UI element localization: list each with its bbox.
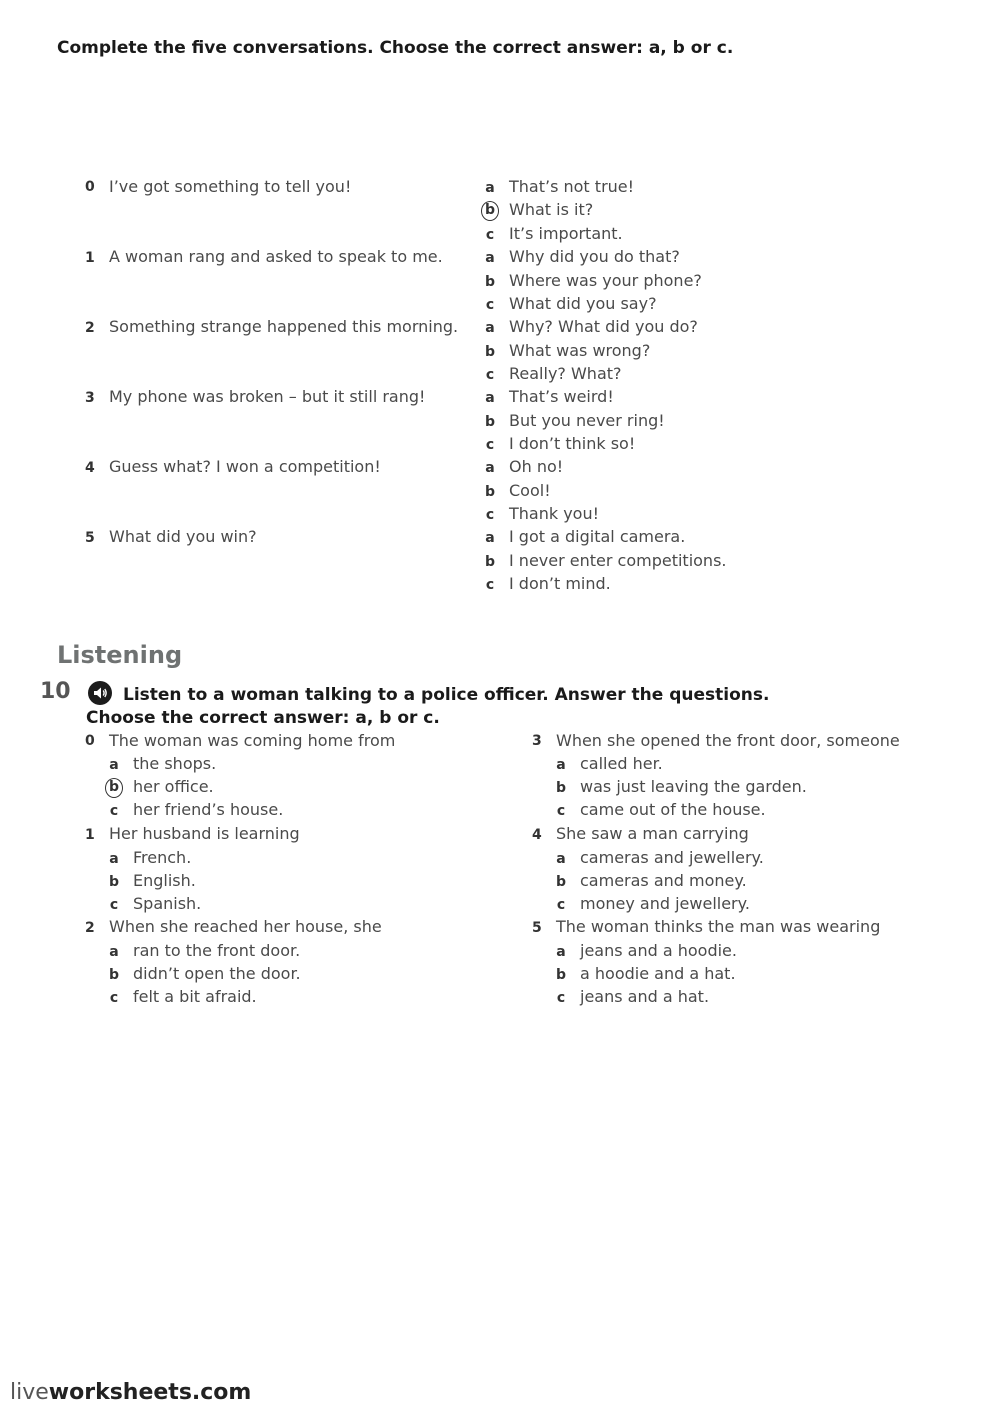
option-letter[interactable]: b (555, 967, 567, 983)
brand-prefix: live (10, 1380, 49, 1405)
option-letter[interactable]: c (109, 897, 119, 913)
option-text: I don’t mind. (509, 574, 611, 593)
option-letter[interactable]: c (556, 990, 566, 1006)
option-text: I got a digital camera. (509, 527, 686, 546)
item-prompt: Something strange happened this morning. (109, 317, 459, 336)
option-letter[interactable]: a (485, 530, 495, 546)
option-text: Where was your phone? (509, 271, 702, 290)
option-text: English. (133, 871, 196, 890)
brand-main: worksheets.com (48, 1380, 252, 1405)
option-letter[interactable]: c (485, 297, 495, 313)
option-letter[interactable]: b (555, 780, 567, 796)
question-stem: The woman was coming home from (109, 731, 396, 750)
selected-option-letter[interactable]: b (481, 201, 499, 221)
option-letter[interactable]: b (108, 874, 120, 890)
option-letter[interactable]: c (485, 437, 495, 453)
selected-option-letter[interactable]: b (105, 778, 123, 798)
option-letter[interactable]: a (556, 757, 566, 773)
question-stem: When she opened the front door, someone (556, 731, 900, 750)
option-letter[interactable]: b (484, 554, 496, 570)
listening-instruction-line1: Listen to a woman talking to a police officer. Answer the questions. (123, 685, 770, 705)
option-letter[interactable]: a (485, 250, 495, 266)
option-letter[interactable]: b (484, 274, 496, 290)
option-text: Really? What? (509, 364, 622, 383)
question-number: 4 (532, 827, 542, 843)
option-text: called her. (580, 754, 663, 773)
option-text: money and jewellery. (580, 894, 750, 913)
option-letter[interactable]: a (556, 851, 566, 867)
option-letter[interactable]: a (485, 180, 495, 196)
option-text: That’s not true! (509, 177, 635, 196)
option-text: cameras and money. (580, 871, 747, 890)
item-prompt: A woman rang and asked to speak to me. (109, 247, 443, 266)
listening-instruction-line2: Choose the correct answer: a, b or c. (86, 708, 440, 728)
brand-logo[interactable] (10, 1380, 251, 1405)
option-text: didn’t open the door. (133, 964, 301, 983)
option-letter[interactable]: a (556, 944, 566, 960)
option-letter[interactable]: b (484, 414, 496, 430)
item-prompt: My phone was broken – but it still rang! (109, 387, 426, 406)
part1-instruction: Complete the five conversations. Choose the correct answer: a, b or c. (57, 38, 734, 58)
option-letter[interactable]: a (485, 320, 495, 336)
speaker-icon[interactable] (88, 681, 112, 705)
option-letter[interactable]: a (109, 944, 119, 960)
option-text: Oh no! (509, 457, 564, 476)
option-text: Why did you do that? (509, 247, 680, 266)
option-letter[interactable]: b (484, 344, 496, 360)
option-text: jeans and a hat. (580, 987, 710, 1006)
item-number: 1 (85, 250, 95, 266)
option-text: a hoodie and a hat. (580, 964, 736, 983)
question-stem: Her husband is learning (109, 824, 300, 843)
option-letter[interactable]: a (109, 757, 119, 773)
item-prompt: Guess what? I won a competition! (109, 457, 381, 476)
section-heading: Listening (57, 641, 183, 669)
question-number: 0 (85, 733, 95, 749)
option-text: jeans and a hoodie. (580, 941, 737, 960)
option-letter[interactable]: c (485, 367, 495, 383)
item-number: 5 (85, 530, 95, 546)
option-letter[interactable]: c (109, 803, 119, 819)
option-text: What did you say? (509, 294, 657, 313)
option-text: What was wrong? (509, 341, 651, 360)
question-number: 3 (532, 733, 542, 749)
option-text: It’s important. (509, 224, 623, 243)
option-text: I don’t think so! (509, 434, 636, 453)
option-letter[interactable]: c (556, 803, 566, 819)
item-number: 4 (85, 460, 95, 476)
option-letter[interactable]: c (485, 507, 495, 523)
question-stem: She saw a man carrying (556, 824, 749, 843)
question-stem: The woman thinks the man was wearing (556, 917, 881, 936)
item-number: 0 (85, 179, 95, 195)
item-prompt: I’ve got something to tell you! (109, 177, 352, 196)
question-stem: When she reached her house, she (109, 917, 382, 936)
option-letter[interactable]: c (485, 577, 495, 593)
question-number: 1 (85, 827, 95, 843)
option-text: came out of the house. (580, 800, 766, 819)
option-letter[interactable]: a (109, 851, 119, 867)
item-number: 3 (85, 390, 95, 406)
option-text: Thank you! (509, 504, 600, 523)
option-text: That’s weird! (509, 387, 614, 406)
option-text: But you never ring! (509, 411, 665, 430)
option-letter[interactable]: b (108, 967, 120, 983)
item-prompt: What did you win? (109, 527, 257, 546)
option-text: I never enter competitions. (509, 551, 727, 570)
option-letter[interactable]: c (485, 227, 495, 243)
option-letter[interactable]: a (485, 460, 495, 476)
option-letter[interactable]: a (485, 390, 495, 406)
question-number: 2 (85, 920, 95, 936)
option-text: the shops. (133, 754, 217, 773)
option-letter[interactable]: b (484, 484, 496, 500)
option-text: French. (133, 848, 192, 867)
option-text: ran to the front door. (133, 941, 301, 960)
option-text: was just leaving the garden. (580, 777, 807, 796)
item-number: 2 (85, 320, 95, 336)
option-text: What is it? (509, 200, 594, 219)
option-text: her friend’s house. (133, 800, 284, 819)
option-text: Cool! (509, 481, 551, 500)
option-letter[interactable]: b (555, 874, 567, 890)
option-text: Why? What did you do? (509, 317, 698, 336)
option-text: cameras and jewellery. (580, 848, 764, 867)
option-letter[interactable]: c (109, 990, 119, 1006)
option-letter[interactable]: c (556, 897, 566, 913)
option-text: felt a bit afraid. (133, 987, 257, 1006)
question-number: 5 (532, 920, 542, 936)
exercise-number: 10 (40, 679, 71, 704)
option-text: Spanish. (133, 894, 202, 913)
option-text: her office. (133, 777, 214, 796)
